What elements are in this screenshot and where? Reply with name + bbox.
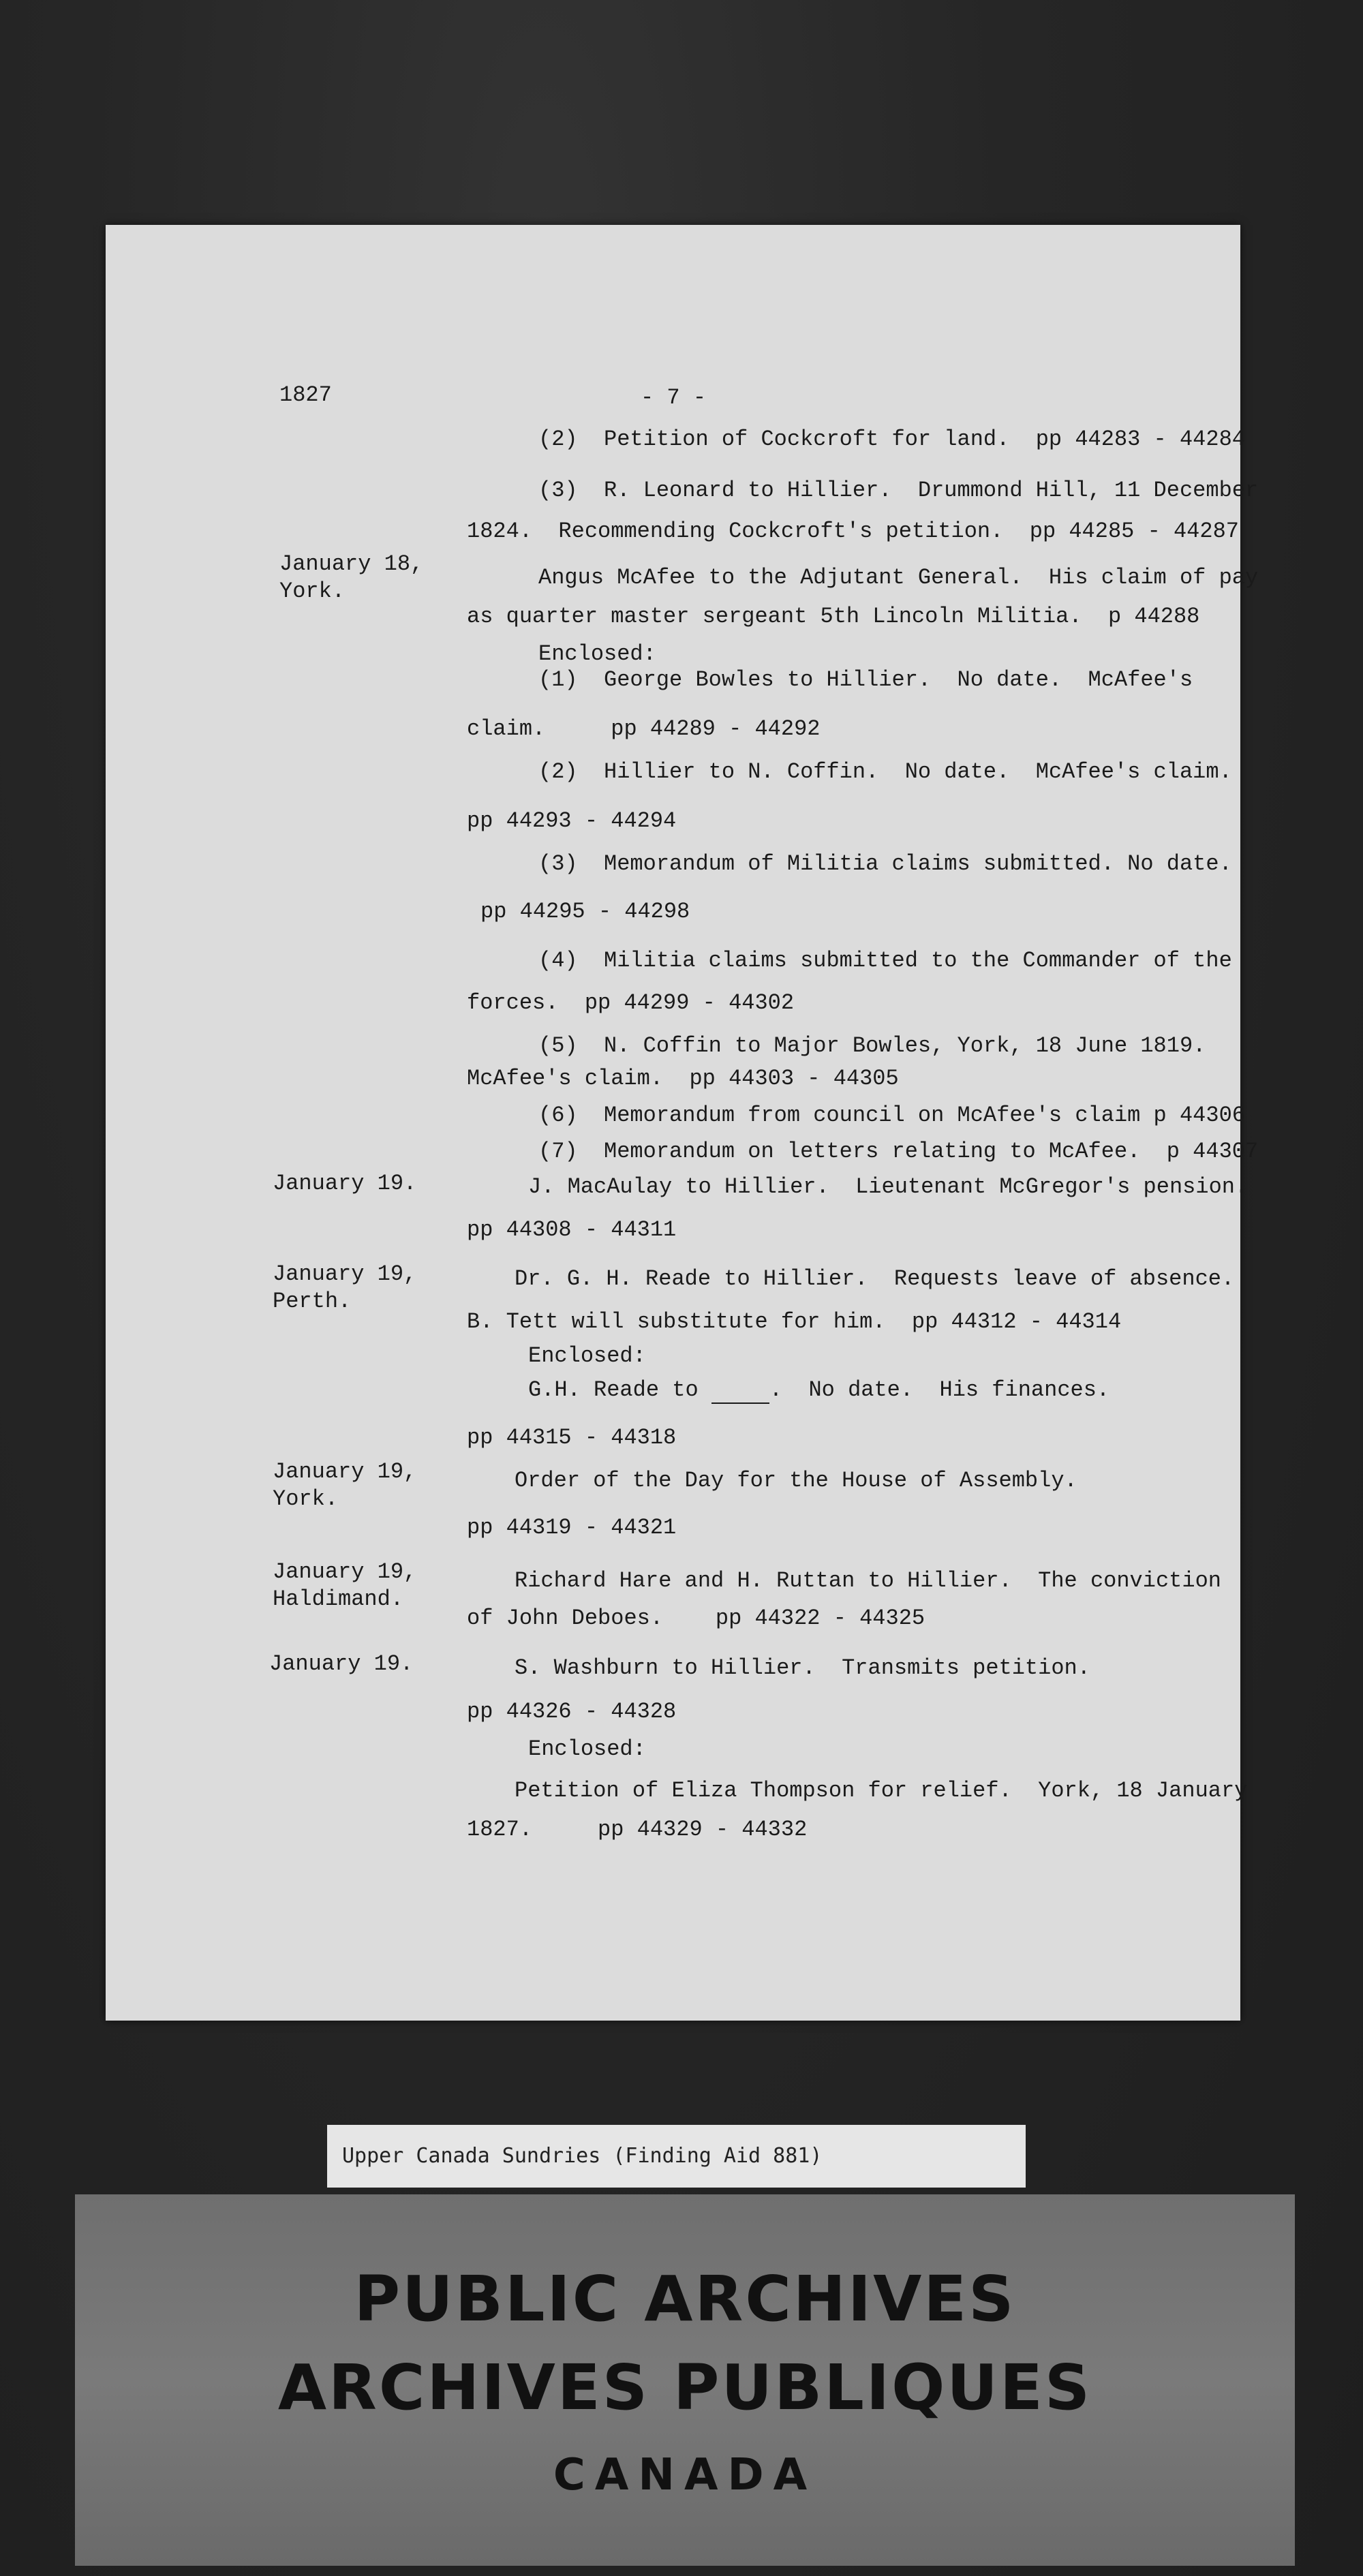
document-line: McAfee's claim. pp 44303 - 44305 — [467, 1066, 899, 1091]
document-line: B. Tett will substitute for him. pp 44312 - 44314 — [467, 1309, 1122, 1334]
document-line: 1824. Recommending Cockcroft's petition. pp 44285 - 44287 — [467, 519, 1239, 544]
document-line: (3) Memorandum of Militia claims submitted. No date. — [538, 851, 1232, 876]
reade-enclosure-line — [528, 1377, 1109, 1404]
document-line: Angus McAfee to the Adjutant General. His claim of pay — [538, 565, 1259, 590]
stamp-line-3: CANADA — [553, 2450, 817, 2500]
reade-enclosure-before: G.H. Reade to — [528, 1377, 711, 1402]
finding-aid-caption: Upper Canada Sundries (Finding Aid 881) — [327, 2125, 1026, 2188]
document-line: pp 44293 - 44294 — [467, 808, 677, 833]
document-line: of John Deboes. pp 44322 - 44325 — [467, 1606, 925, 1631]
document-line: Enclosed: — [528, 1343, 646, 1368]
date-place-note: January 19, York. — [273, 1459, 417, 1512]
document-line: (7) Memorandum on letters relating to McAfee. p 44307 — [538, 1139, 1259, 1164]
archives-stamp — [75, 2194, 1295, 2566]
document-line: Order of the Day for the House of Assembly. — [515, 1468, 1077, 1493]
page-number: - 7 - — [641, 385, 707, 410]
stamp-line-2: ARCHIVES PUBLIQUES — [277, 2351, 1092, 2424]
document-line: Dr. G. H. Reade to Hillier. Requests leave of absence. — [515, 1266, 1235, 1291]
document-line: Richard Hare and H. Ruttan to Hillier. The conviction — [515, 1568, 1221, 1593]
document-line: (6) Memorandum from council on McAfee's claim p 44306 — [538, 1103, 1245, 1128]
document-line: pp 44319 - 44321 — [467, 1515, 677, 1540]
blank-line — [711, 1383, 769, 1404]
document-line: S. Washburn to Hillier. Transmits petition. — [515, 1655, 1090, 1681]
document-line: (2) Petition of Cockcroft for land. pp 44283 - 44284 — [538, 427, 1245, 452]
document-line: (1) George Bowles to Hillier. No date. McAfee's — [538, 667, 1193, 692]
document-line: as quarter master sergeant 5th Lincoln Militia. p 44288 — [467, 604, 1200, 629]
stamp-line-1: PUBLIC ARCHIVES — [354, 2263, 1016, 2335]
year-header: 1827 — [279, 382, 332, 408]
document-line: pp 44295 - 44298 — [480, 899, 690, 924]
date-place-note: January 19. — [269, 1651, 414, 1676]
document-line: pp 44315 - 44318 — [467, 1425, 677, 1450]
document-line: Enclosed: — [538, 641, 656, 666]
reade-enclosure-after: . No date. His finances. — [769, 1377, 1110, 1402]
document-line: claim. pp 44289 - 44292 — [467, 716, 821, 741]
document-line: (3) R. Leonard to Hillier. Drummond Hill, 11 December — [538, 478, 1259, 503]
document-line: pp 44308 - 44311 — [467, 1217, 677, 1242]
date-place-note: January 18, York. — [279, 551, 424, 604]
document-line: Petition of Eliza Thompson for relief. York, 18 January — [515, 1778, 1248, 1803]
document-line: 1827. pp 44329 - 44332 — [467, 1817, 808, 1842]
date-place-note: January 19. — [273, 1171, 417, 1196]
document-line: pp 44326 - 44328 — [467, 1699, 677, 1724]
document-line: J. MacAulay to Hillier. Lieutenant McGregor's pension. — [528, 1174, 1249, 1199]
document-line: (5) N. Coffin to Major Bowles, York, 18 June 1819. — [538, 1033, 1206, 1058]
document-line: Enclosed: — [528, 1736, 646, 1762]
document-line: (2) Hillier to N. Coffin. No date. McAfee's claim. — [538, 759, 1232, 784]
document-line: forces. pp 44299 - 44302 — [467, 990, 795, 1015]
date-place-note: January 19, Perth. — [273, 1261, 417, 1314]
document-line: (4) Militia claims submitted to the Commander of the — [538, 948, 1232, 973]
date-place-note: January 19, Haldimand. — [273, 1559, 417, 1612]
